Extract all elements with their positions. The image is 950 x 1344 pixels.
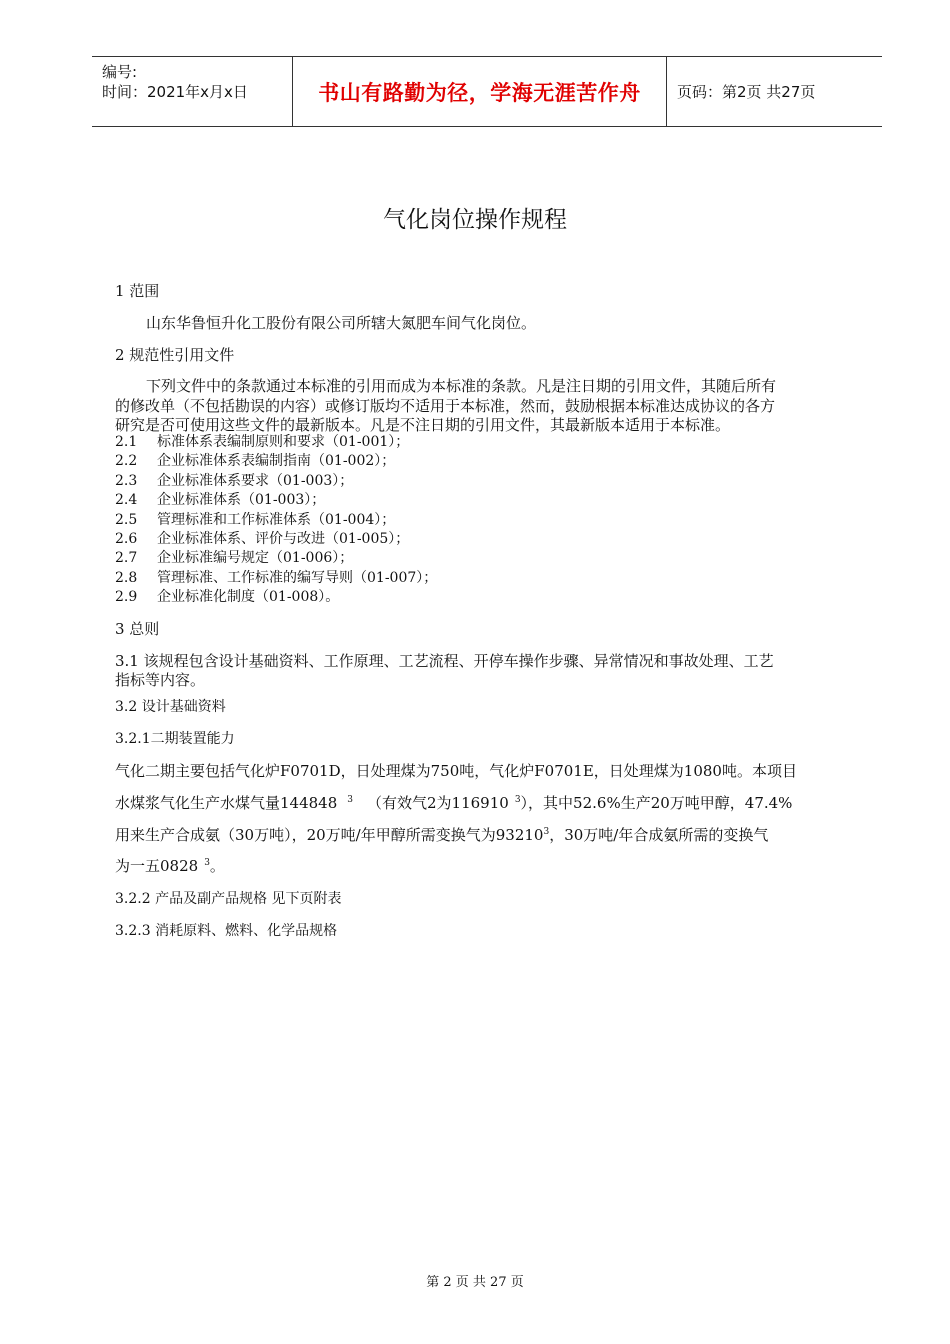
header-left-cell xyxy=(92,57,293,126)
motto: 书山有路勤为径，学海无涯苦作舟 xyxy=(318,80,641,105)
section-3-1-line2: 指标等内容。 xyxy=(115,671,206,689)
list-item: 2.8 管理标准、工作标准的编写导则（01-007）； xyxy=(115,569,438,586)
capacity-line1: 气化二期主要包括气化炉F0701D，日处理煤为750吨，气化炉F0701E，日处理煤为1080吨。本项目 xyxy=(115,762,797,780)
list-item: 2.7 企业标准编号规定（01-006）； xyxy=(115,550,354,567)
section-3-1-line1: 3.1 该规程包含设计基础资料、工作原理、工艺流程、开停车操作步骤、异常情况和事故处理、工艺 xyxy=(115,652,774,670)
section-3-2-1-heading: 3.2.1二期装置能力 xyxy=(115,731,235,747)
section-2-body-line1: 下列文件中的条款通过本标准的引用而成为本标准的条款。凡是注日期的引用文件，其随后所有 xyxy=(146,377,777,395)
list-item: 2.2 企业标准体系表编制指南（01-002）； xyxy=(115,453,396,470)
capacity-line3: 用来生产合成氨（30万吨），20万吨/年甲醇所需变换气为93210$^3$，30万吨/年合成氨所需的变换气 xyxy=(115,826,769,844)
list-item: 2.6 企业标准体系、评价与改进（01-005）； xyxy=(115,530,410,547)
section-2-body-line2: 的修改单（不包括勘误的内容）或修订版均不适用于本标准，然而，鼓励根据本标准达成协议的各方 xyxy=(115,397,776,415)
list-item: 2.4 企业标准体系（01-003）； xyxy=(115,492,326,509)
page-header xyxy=(92,56,882,127)
list-item: 2.3 企业标准体系要求（01-003）； xyxy=(115,472,354,489)
section-1-body: 山东华鲁恒升化工股份有限公司所辖大氮肥车间气化岗位。 xyxy=(146,314,537,332)
document-title: 气化岗位操作规程 xyxy=(383,207,567,233)
section-3-2-3-heading: 3.2.3 消耗原料、燃料、化学品规格 xyxy=(115,923,338,939)
time-label: 时间：2021年x月x日 xyxy=(102,83,248,101)
section-1-heading: 1 范围 xyxy=(115,282,160,300)
header-page-info: 页码：第2页 共27页 xyxy=(677,83,816,101)
section-2-heading: 2 规范性引用文件 xyxy=(115,346,235,364)
header-motto-cell xyxy=(293,57,667,126)
capacity-line4: 为一五0828 $^3$。 xyxy=(115,857,225,875)
section-3-heading: 3 总则 xyxy=(115,620,160,638)
capacity-line2: 水煤浆气化生产水煤气量144848 $^3$ （有效气2为116910 $^3$），其中52.6%生产20万吨甲醇，47.4% xyxy=(115,794,793,812)
reference-list xyxy=(115,433,437,608)
number-label: 编号: xyxy=(102,63,138,81)
list-item: 2.1 标准体系表编制原则和要求（01-001）； xyxy=(115,434,410,450)
section-2-body-line3: 研究是否可使用这些文件的最新版本。凡是不注日期的引用文件，其最新版本适用于本标准。 xyxy=(115,416,731,434)
section-3-2-heading: 3.2 设计基础资料 xyxy=(115,699,226,715)
list-item: 2.5 管理标准和工作标准体系（01-004）； xyxy=(115,511,396,528)
section-3-2-2-heading: 3.2.2 产品及副产品规格 见下页附表 xyxy=(115,891,342,907)
list-item: 2.9 企业标准化制度（01-008）。 xyxy=(115,589,340,606)
page-footer: 第 2 页 共 27 页 xyxy=(426,1275,524,1290)
